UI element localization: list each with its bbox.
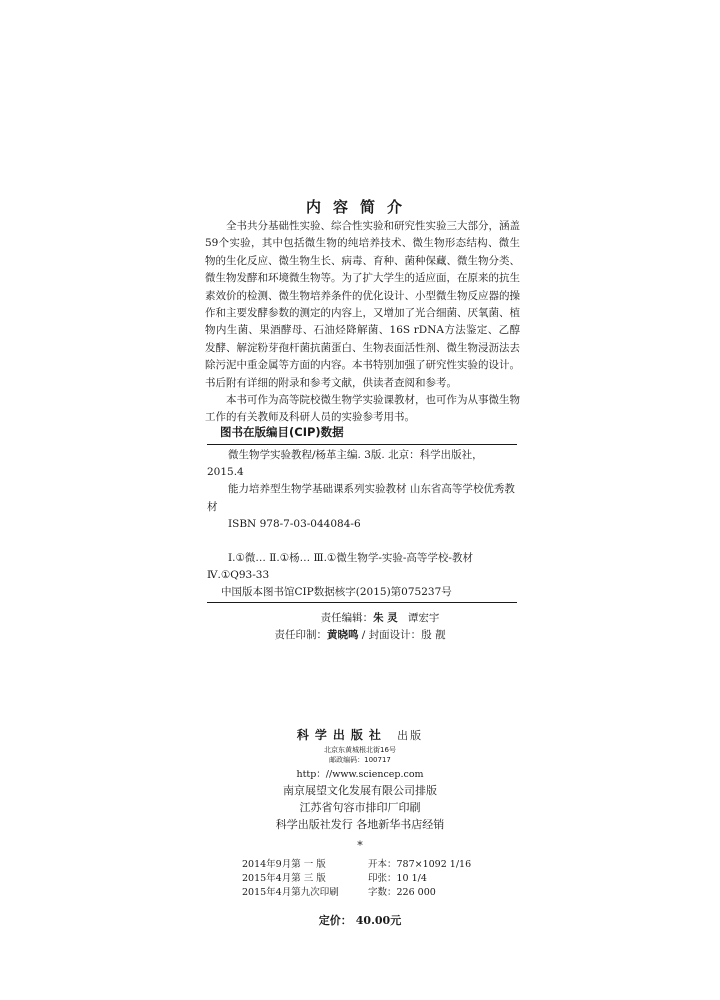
printing-credit: 江苏省句容市排印厂印刷 (299, 801, 421, 814)
price-label: 定价： (318, 914, 352, 927)
responsible-editor-name: 朱 灵 (373, 612, 398, 624)
printing-label: 责任印制： (274, 629, 327, 641)
publisher-name-line (0, 726, 720, 745)
publisher-postcode: 邮政编码：100717 (329, 756, 391, 764)
price-line (0, 912, 720, 928)
publisher-address: 北京东黄城根北街16号 (324, 746, 396, 754)
cover-design-label: / 封面设计： (358, 629, 422, 641)
cip-subjects: Ⅰ.①微… Ⅱ.①杨… Ⅲ.①微生物学-实验-高等学校-教材 Ⅳ.①Q93-33 (207, 552, 473, 582)
responsible-editor-second: 谭宏宇 (407, 612, 440, 624)
imprint-row (0, 872, 720, 886)
summary-paragraph: 本书可作为高等院校微生物学实验课教材，也可作为从事微生物工作的有关教师及科研人员的实验参考用书。 (205, 394, 520, 424)
responsible-editor-label: 责任编辑： (320, 612, 374, 624)
imprint-table (0, 858, 720, 900)
publisher-block (0, 726, 720, 853)
summary-paragraph: 全书共分基础性实验、综合性实验和研究性实验三大部分，涵盖59个实验，其中包括微生物的纯培养技术、微生物形态结构、微生物的生化反应、微生物生长、病毒、育种、菌种保藏、微生物分类、微生物发酵和环境微生物等。为了扩大学生的适应面，在原来的抗生素效价的检测、微生物培养条件的优化设计、小型微生物反应器的操作和主要发酵参数的测定的内容上，又增加了光合细菌、厌氧菌、植物内生菌、果酒酵母、石油烃降解菌、16S rDNA方法鉴定、乙醇发酵、解淀粉芽孢杆菌抗菌蛋白、生物表面活性剂、微生物浸沥法去除污泥中重金属等方面的内容。本书特别加强了研究性实验的设计。书后附有详细的附录和参考文献，供读者查阅和参考。 (205, 220, 520, 389)
publisher-name: 科学出版社 (296, 728, 387, 742)
cip-top-rule (207, 444, 517, 445)
imprint-edition: 2015年4月第 三 版 (242, 873, 326, 884)
imprint-spec: 字数：226 000 (368, 887, 436, 898)
price-value: 40.00元 (355, 914, 402, 927)
cover-design-name: 殷 靓 (421, 629, 446, 641)
typesetting-credit: 南京展望文化发展有限公司排版 (283, 784, 437, 797)
summary-title: 内容简介 (305, 198, 414, 216)
cip-series: 能力培养型生物学基础课系列实验教材 山东省高等学校优秀教材 (207, 483, 515, 513)
printing-name: 黄晓鸣 (326, 629, 359, 641)
cip-isbn: ISBN 978-7-03-044084-6 (228, 517, 361, 530)
imprint-edition: 2015年4月第九次印刷 (242, 887, 339, 898)
imprint-row (0, 886, 720, 900)
cip-bottom-rule (207, 602, 517, 603)
imprint-row (0, 858, 720, 872)
separator-star: * (357, 839, 363, 852)
publisher-suffix: 出版 (397, 729, 424, 742)
responsible-editor-line (0, 610, 720, 627)
imprint-spec: 印张：10 1/4 (368, 873, 427, 884)
cip-data-block (207, 447, 517, 602)
imprint-edition: 2014年9月第 一 版 (242, 859, 326, 870)
distribution-credit: 科学出版社发行 各地新华书店经销 (275, 818, 445, 831)
cip-entry: 微生物学实验教程/杨革主编. 3版. 北京：科学出版社，2015.4 (207, 449, 483, 479)
summary-text (205, 218, 520, 427)
imprint-spec: 开本：787×1092 1/16 (368, 859, 472, 870)
cip-number: 中国版本图书馆CIP数据核字(2015)第075237号 (221, 586, 452, 599)
cip-title: 图书在版编目(CIP)数据 (220, 425, 344, 439)
printing-cover-line (0, 627, 720, 644)
editor-credits (0, 610, 720, 644)
publisher-website: http：//www.sciencep.com (296, 769, 424, 780)
cip-spacer (207, 533, 517, 550)
